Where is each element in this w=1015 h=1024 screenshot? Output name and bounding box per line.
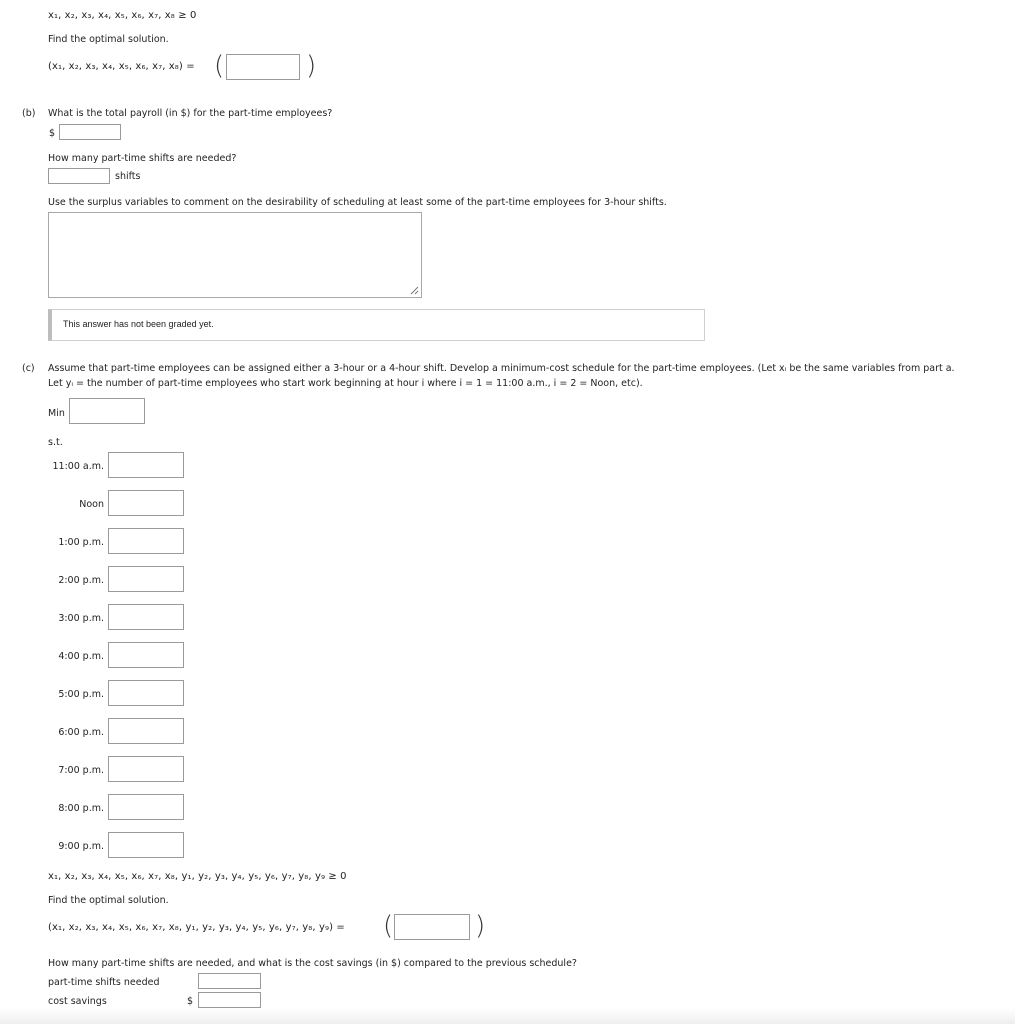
part-a-solution-input[interactable] xyxy=(226,54,300,80)
constraint-input-2pm[interactable] xyxy=(108,566,184,592)
constraint-label-1pm: 1:00 p.m. xyxy=(58,537,104,548)
st-label: s.t. xyxy=(48,437,63,448)
constraint-input-8pm[interactable] xyxy=(108,794,184,820)
cost-savings-input[interactable] xyxy=(198,992,261,1008)
constraint-input-5pm[interactable] xyxy=(108,680,184,706)
part-b-shifts-question: How many part-time shifts are needed? xyxy=(48,153,237,164)
shifts-needed-input[interactable] xyxy=(198,973,261,989)
close-paren: ) xyxy=(475,911,486,941)
part-c-find-optimal: Find the optimal solution. xyxy=(48,895,169,906)
part-c-nonnegativity: x₁, x₂, x₃, x₄, x₅, x₆, x₇, x₈, y₁, y₂, y₃, y₄, y₅, y₆, y₇, y₈, y₉ ≥ 0 xyxy=(48,871,347,882)
constraint-input-7pm[interactable] xyxy=(108,756,184,782)
constraint-label-2pm: 2:00 p.m. xyxy=(58,575,104,586)
constraint-label-3pm: 3:00 p.m. xyxy=(58,613,104,624)
constraint-input-11am[interactable] xyxy=(108,452,184,478)
constraint-input-4pm[interactable] xyxy=(108,642,184,668)
part-c-savings-question: How many part-time shifts are needed, and what is the cost savings (in $) compared to the previous schedule? xyxy=(48,958,577,969)
part-b-surplus-question: Use the surplus variables to comment on the desirability of scheduling at least some of the part-time employees for 3-hour shifts. xyxy=(48,197,667,208)
resize-handle-icon[interactable] xyxy=(410,286,419,295)
constraint-label-6pm: 6:00 p.m. xyxy=(58,727,104,738)
cost-savings-label: cost savings xyxy=(48,996,107,1007)
part-c-intro-line1: Assume that part-time employees can be assigned either a 3-hour or a 4-hour shift. Develop a minimum-cost schedule for the part-time employees. (Let xᵢ be the same variables from part a. xyxy=(48,363,955,374)
constraint-input-noon[interactable] xyxy=(108,490,184,516)
part-a-nonnegativity: x₁, x₂, x₃, x₄, x₅, x₆, x₇, x₈ ≥ 0 xyxy=(48,10,197,21)
open-paren: ( xyxy=(383,911,394,941)
constraint-label-4pm: 4:00 p.m. xyxy=(58,651,104,662)
part-c-letter: (c) xyxy=(22,363,35,374)
constraint-label-8pm: 8:00 p.m. xyxy=(58,803,104,814)
graded-status-text: This answer has not been graded yet. xyxy=(63,319,214,329)
graded-status-box xyxy=(48,309,705,341)
shifts-needed-label: part-time shifts needed xyxy=(48,977,160,988)
constraint-label-noon: Noon xyxy=(79,499,104,510)
min-label: Min xyxy=(48,408,65,419)
bottom-fade xyxy=(0,1008,1015,1024)
constraint-label-9pm: 9:00 p.m. xyxy=(58,841,104,852)
constraint-label-11am: 11:00 a.m. xyxy=(52,461,104,472)
dollar-sign: $ xyxy=(187,996,194,1007)
constraint-label-5pm: 5:00 p.m. xyxy=(58,689,104,700)
constraint-label-7pm: 7:00 p.m. xyxy=(58,765,104,776)
dollar-sign: $ xyxy=(49,128,56,139)
part-c-solution-label: (x₁, x₂, x₃, x₄, x₅, x₆, x₇, x₈, y₁, y₂, y₃, y₄, y₅, y₆, y₇, y₈, y₉) = xyxy=(48,922,345,933)
payroll-input[interactable] xyxy=(59,124,121,140)
close-paren: ) xyxy=(306,51,317,81)
shifts-unit-label: shifts xyxy=(115,171,141,182)
constraint-input-6pm[interactable] xyxy=(108,718,184,744)
part-c-solution-input[interactable] xyxy=(394,914,470,940)
objective-input[interactable] xyxy=(69,398,145,424)
part-c-intro-line2: Let yᵢ = the number of part-time employees who start work beginning at hour i where i = 1 = 11:00 a.m., i = 2 = Noon, etc). xyxy=(48,378,643,389)
part-a-find-optimal: Find the optimal solution. xyxy=(48,34,169,45)
constraint-input-9pm[interactable] xyxy=(108,832,184,858)
part-b-letter: (b) xyxy=(22,108,36,119)
open-paren: ( xyxy=(214,51,225,81)
part-b-payroll-question: What is the total payroll (in $) for the part-time employees? xyxy=(48,108,333,119)
constraint-input-1pm[interactable] xyxy=(108,528,184,554)
shifts-input[interactable] xyxy=(48,168,110,184)
part-a-solution-label: (x₁, x₂, x₃, x₄, x₅, x₆, x₇, x₈) = xyxy=(48,61,195,72)
constraint-input-3pm[interactable] xyxy=(108,604,184,630)
surplus-comment-textarea[interactable] xyxy=(48,212,422,298)
